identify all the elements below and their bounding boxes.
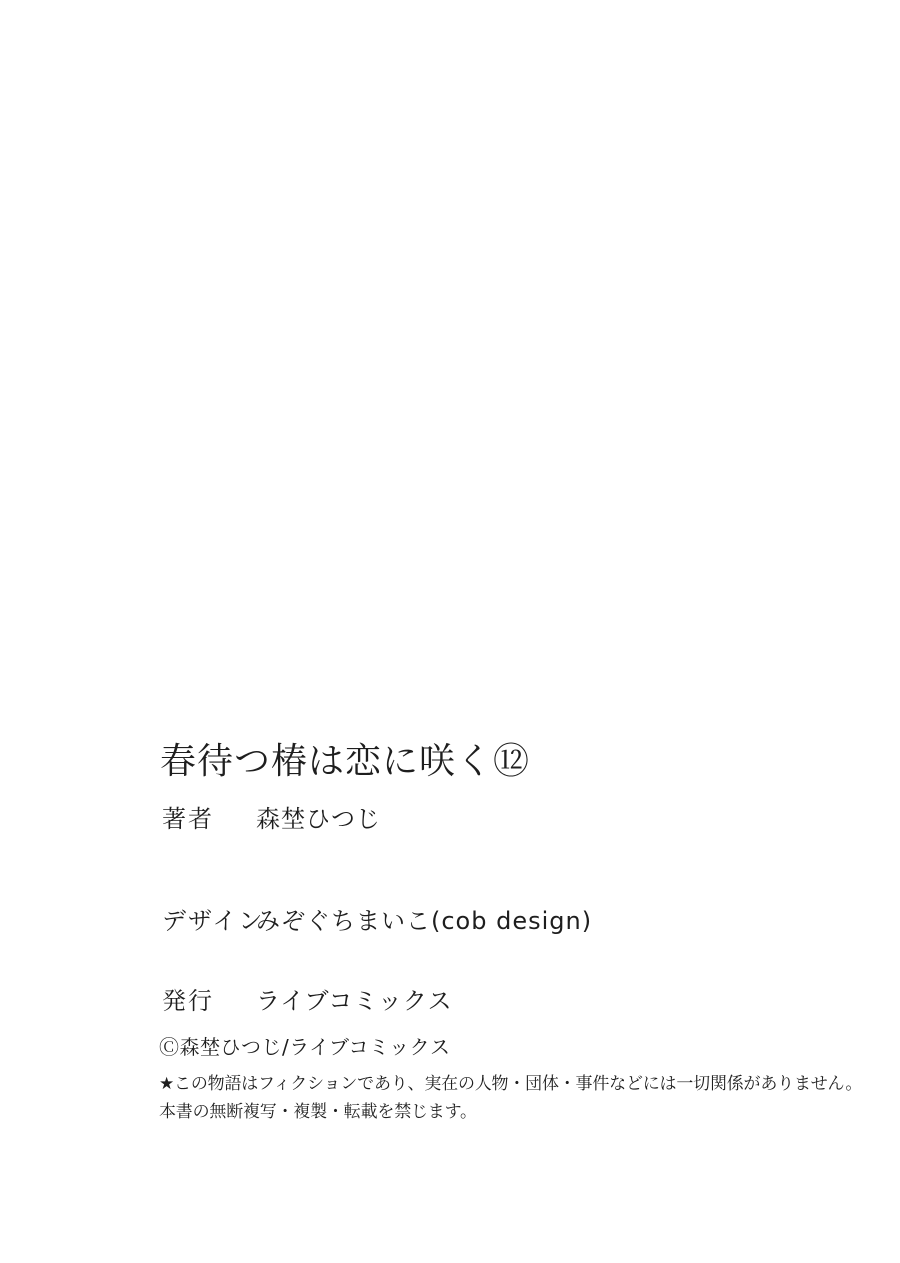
publisher-value: ライブコミックス: [256, 987, 453, 1015]
credit-row-author: [162, 799, 381, 834]
author-label: 著者: [162, 805, 214, 833]
credit-row-design: [162, 901, 592, 936]
design-label: デザイン: [162, 907, 265, 935]
publisher-label: 発行: [162, 987, 214, 1015]
book-title: 春待つ椿は恋に咲く⑫: [160, 741, 531, 782]
credit-row-publisher: [162, 981, 453, 1016]
disclaimer-line-1: ★この物語はフィクションであり、実在の人物・団体・事件などには一切関係がありません。: [159, 1074, 863, 1094]
design-value: みぞぐちまいこ(cob design): [256, 907, 593, 935]
author-value: 森埜ひつじ: [256, 805, 381, 833]
disclaimer-block: [159, 1070, 862, 1126]
copyright-line: Ⓒ森埜ひつじ/ライブコミックス: [159, 1035, 451, 1059]
disclaimer-line-2: 本書の無断複写・複製・転載を禁じます。: [159, 1102, 477, 1122]
